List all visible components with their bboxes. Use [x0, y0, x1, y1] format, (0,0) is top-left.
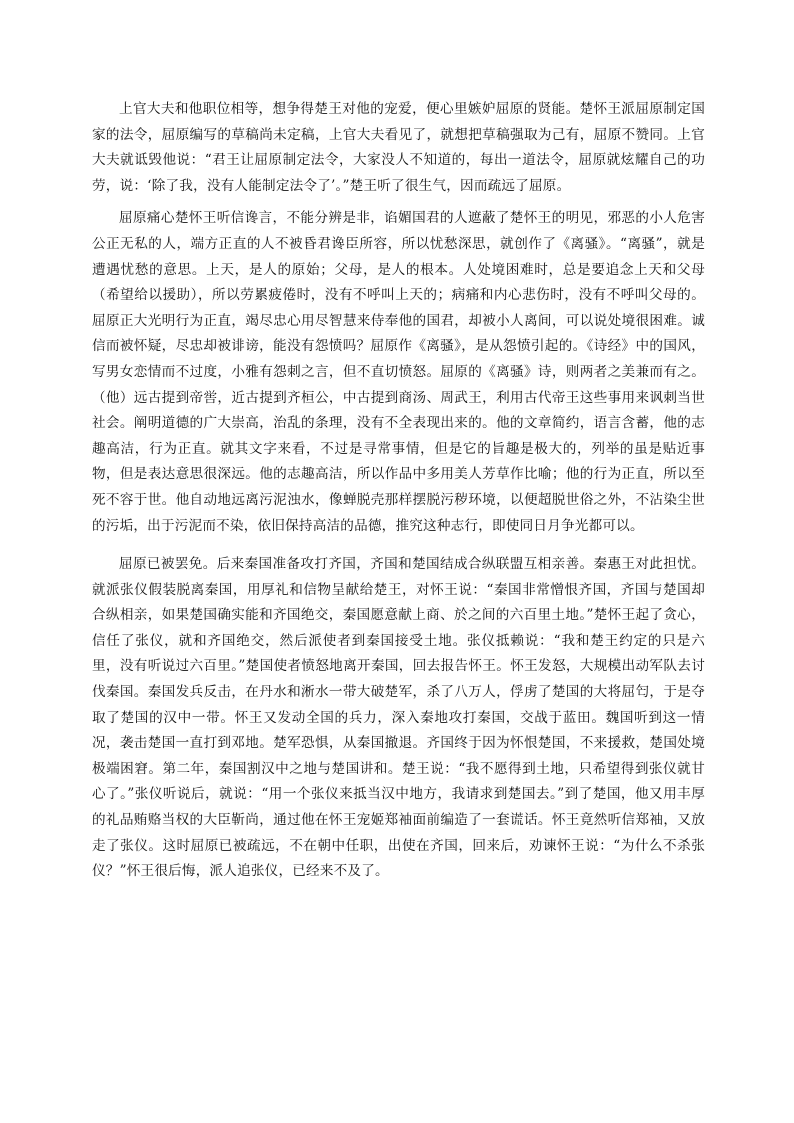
paragraph-3: 屈原已被罢免。后来秦国准备攻打齐国，齐国和楚国结成合纵联盟互相亲善。秦惠王对此担忧。就派张仪假装脱离秦国，用厚礼和信物呈献给楚王，对怀王说：“秦国非常憎恨齐国，齐国与楚国却合纵相亲，如果楚国确实能和齐国绝交，秦国愿意献上商、於之间的六百里土地。”楚怀王起了贪心，信任了张仪，就和齐国绝交，然后派使者到秦国接受土地。张仪抵赖说：“我和楚王约定的只是六里，没有听说过六百里。”楚国使者愤怒地离开秦国，回去报告怀王。怀王发怒，大规模出动军队去讨伐秦国。秦国发兵反击，在丹水和淅水一带大破楚军，杀了八万人，俘虏了楚国的大将屈匄，于是夺取了楚国的汉中一带。怀王又发动全国的兵力，深入秦地攻打秦国，交战于蓝田。魏国听到这一情况，袭击楚国一直打到邓地。楚军恐惧，从秦国撤退。齐国终于因为怀恨楚国，不来援救，楚国处境极端困窘。第二年，秦国割汉中之地与楚国讲和。楚王说：“我不愿得到土地，只希望得到张仪就甘心了。”张仪听说后，就说：“用一个张仪来抵当汉中地方，我请求到楚国去。”到了楚国，他又用丰厚的礼品贿赂当权的大臣靳尚，通过他在怀王宠姬郑袖面前编造了一套谎话。怀王竟然听信郑袖，又放走了张仪。这时屈原已被疏远，不在朝中任职，出使在齐国，回来后，劝谏怀王说：“为什么不杀张仪？”怀王很后悔，派人追张仪，已经来不及了。	[92, 556, 705, 880]
document-body	[92, 97, 705, 885]
paragraph-1: 上官大夫和他职位相等，想争得楚王对他的宠爱，便心里嫉妒屈原的贤能。楚怀王派屈原制定国家的法令，屈原编写的草稿尚未定稿，上官大夫看见了，就想把草稿强取为己有，屈原不赞同。上官大夫就诋毁他说：“君王让屈原制定法令，大家没人不知道的，每出一道法令，屈原就炫耀自己的功劳，说：‘除了我，没有人能制定法令了’。”楚王听了很生气，因而疏远了屈原。	[92, 101, 705, 194]
paragraph-2: 屈原痛心楚怀王听信谗言，不能分辨是非，谄媚国君的人遮蔽了楚怀王的明见，邪恶的小人危害公正无私的人，端方正直的人不被昏君谗臣所容，所以忧愁深思，就创作了《离骚》。“离骚”，就是遭遇忧愁的意思。上天，是人的原始；父母，是人的根本。人处境困难时，总是要追念上天和父母（希望给以援助），所以劳累疲倦时，没有不呼叫上天的；病痛和内心悲伤时，没有不呼叫父母的。屈原正大光明行为正直，竭尽忠心用尽智慧来侍奉他的国君，却被小人离间，可以说处境很困难。诚信而被怀疑，尽忠却被诽谤，能没有怨愤吗？屈原作《离骚》，是从怨愤引起的。《诗经》中的国风，写男女恋情而不过度，小雅有怨刺之言，但不直切愤怒。屈原的《离骚》诗，则两者之美兼而有之。（他）远古提到帝喾，近古提到齐桓公，中古提到商汤、周武王，利用古代帝王这些事用来讽刺当世社会。阐明道德的广大崇高，治乱的条理，没有不全表现出来的。他的文章简约，语言含蓄，他的志趣高洁，行为正直。就其文字来看，不过是寻常事情，但是它的旨趣是极大的，列举的虽是贴近事物，但是表达意思很深远。他的志趣高洁，所以作品中多用美人芳草作比喻；他的行为正直，所以至死不容于世。他自动地远离污泥浊水，像蝉脱壳那样摆脱污秽环境，以便超脱世俗之外，不沾染尘世的污垢，出于污泥而不染，依旧保持高洁的品德，推究这种志行，即使同日月争光都可以。	[92, 210, 705, 534]
